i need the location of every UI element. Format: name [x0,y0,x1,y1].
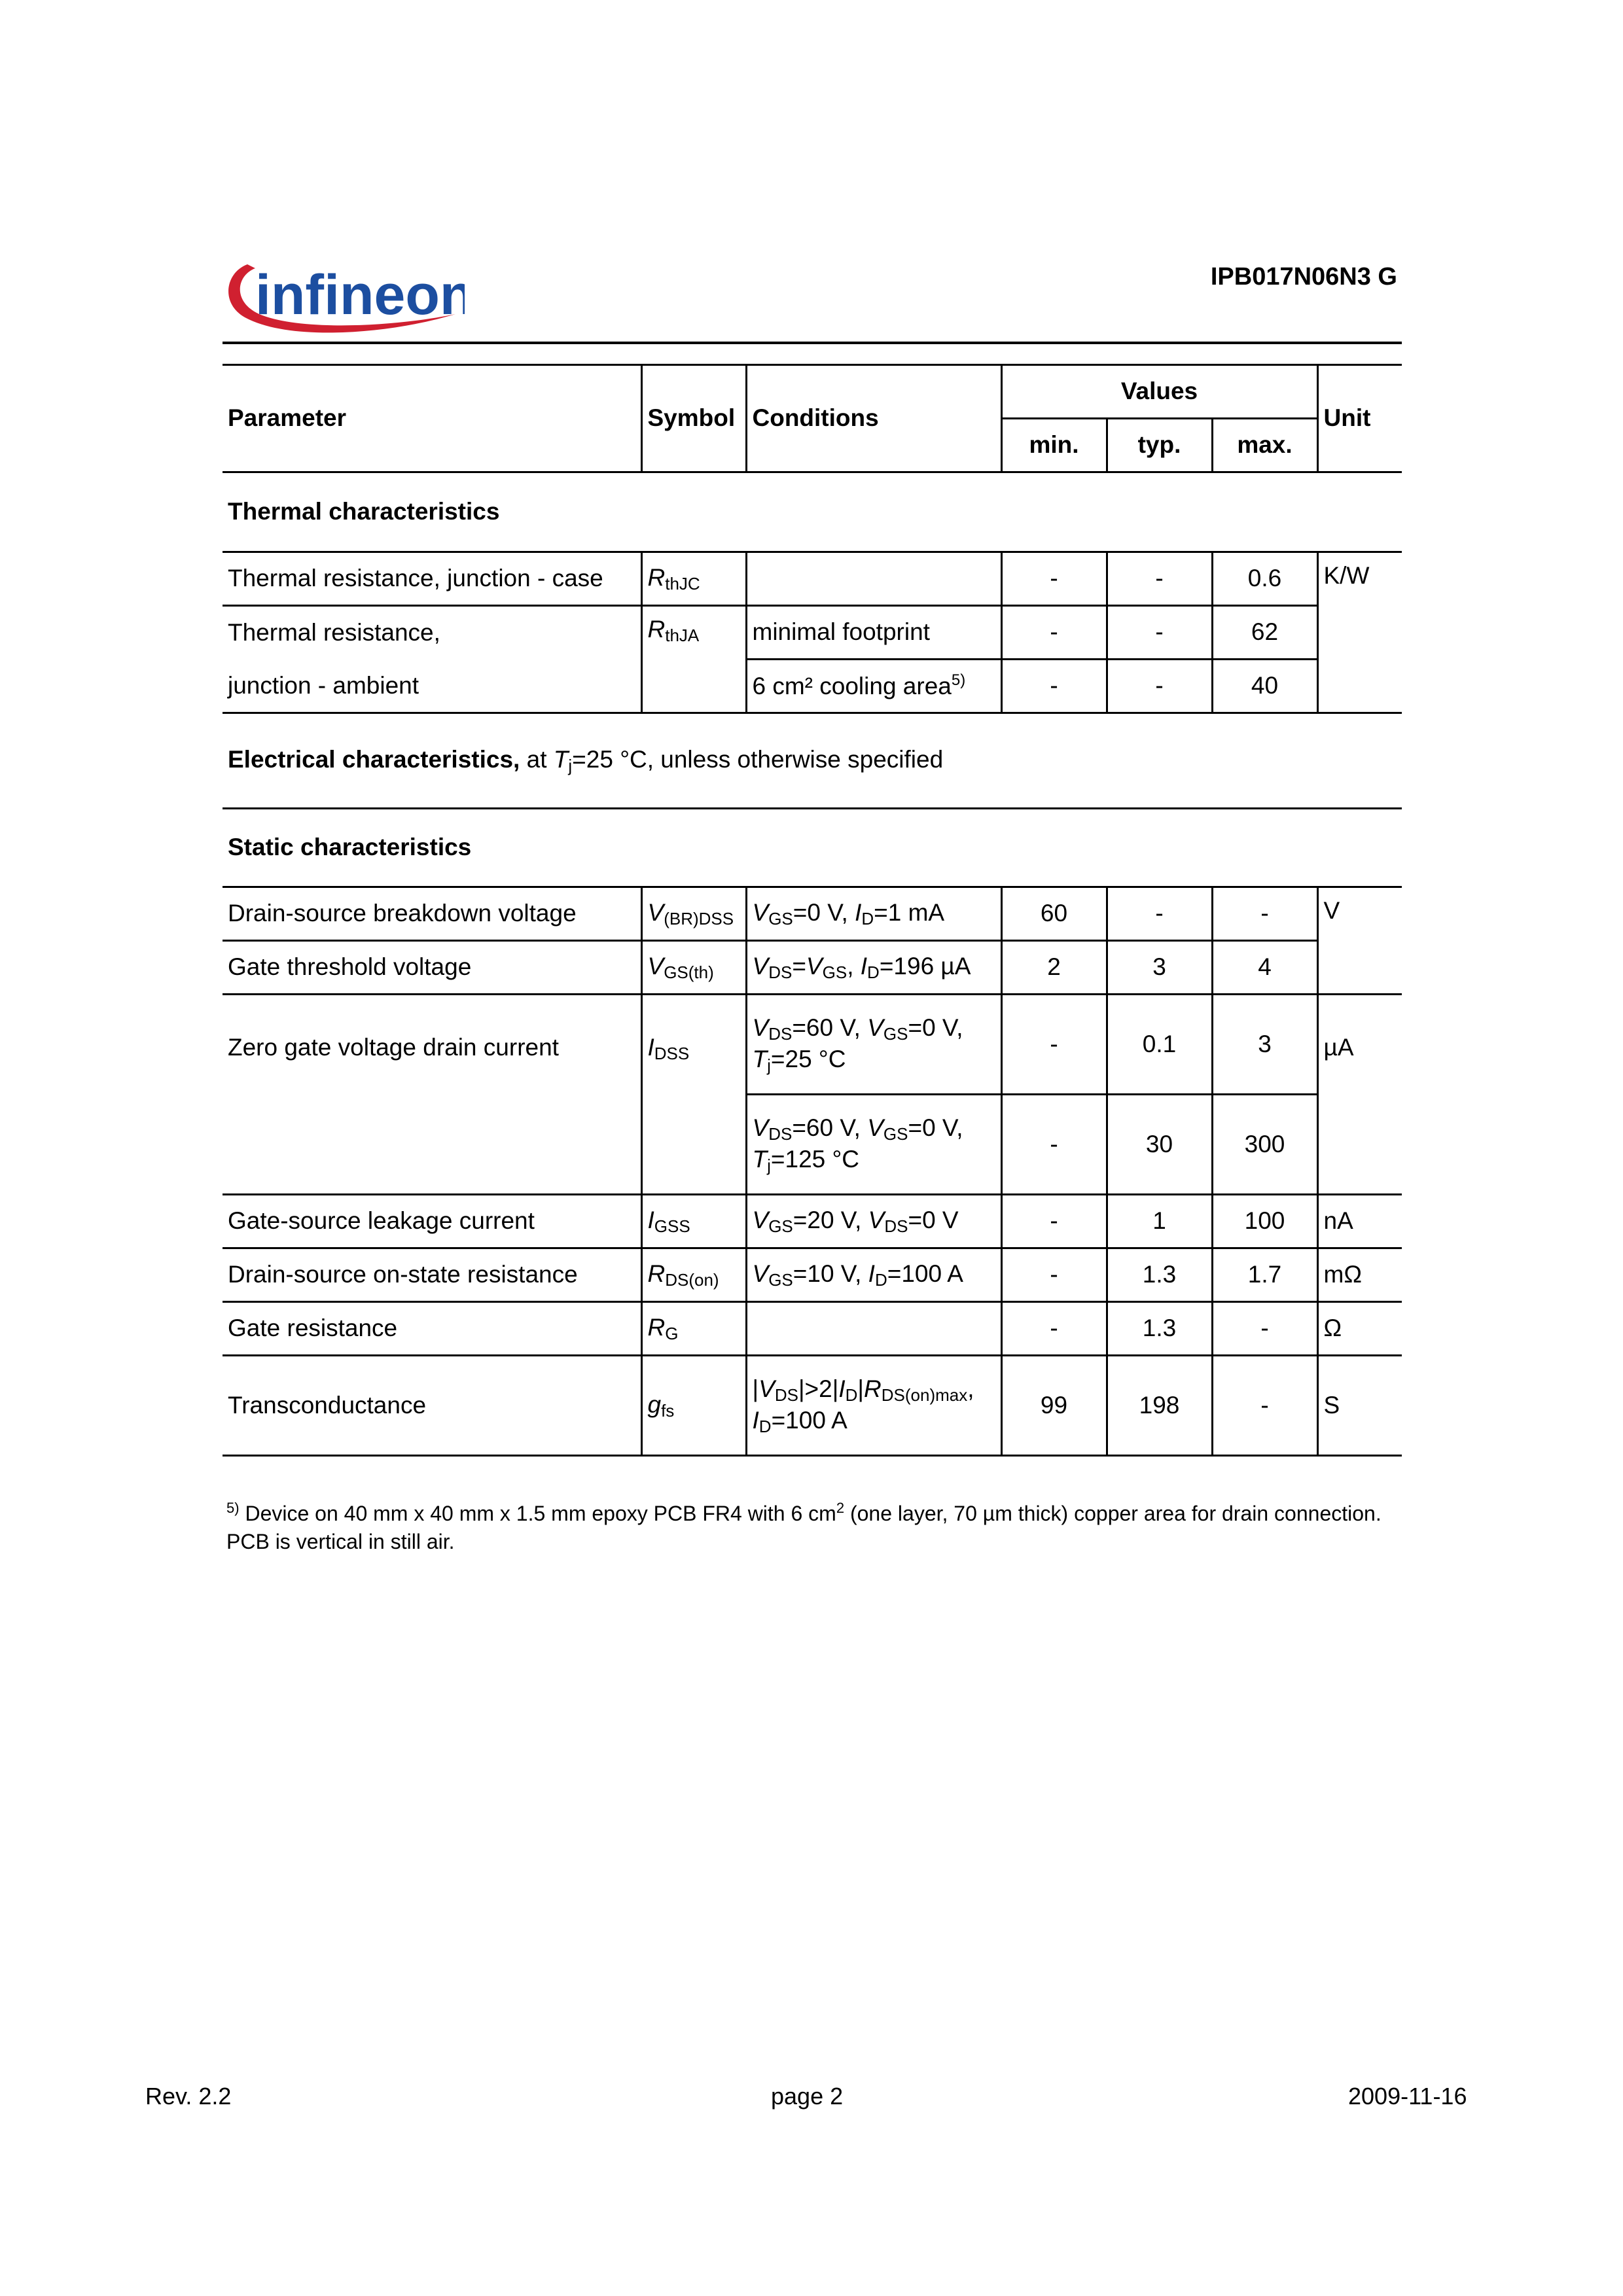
conditions-cell: 6 cm² cooling area$^{5)}$ [746,660,1001,713]
param-cell: Thermal resistance, junction - case [223,552,641,606]
conditions-cell: $|V_{DS}|>2|I_D|R_{DS(on)max}$, $I_D=100$ A [746,1356,1001,1456]
max-cell: 3 [1212,995,1317,1095]
symbol-cell: $R_{thJA}$ [641,606,746,713]
max-cell: - [1212,1302,1317,1356]
param-cell: Gate resistance [223,1302,641,1356]
unit-cell: Ω [1317,1302,1402,1356]
min-cell: 99 [1001,1356,1107,1456]
conditions-cell: $V_{GS}=20$ V, $V_{DS}=0$ V [746,1195,1001,1248]
col-typ: typ. [1107,419,1212,472]
max-cell: 100 [1212,1195,1317,1248]
unit-cell: mΩ [1317,1248,1402,1302]
unit-cell: S [1317,1356,1402,1456]
symbol-cell: $R_{DS(on)}$ [641,1248,746,1302]
max-cell: 4 [1212,941,1317,995]
min-cell: - [1001,1095,1107,1195]
max-cell: 300 [1212,1095,1317,1195]
table-row [223,1356,1402,1456]
typ-cell: - [1107,552,1212,606]
col-parameter: Parameter [223,365,641,472]
max-cell: 0.6 [1212,552,1317,606]
typ-cell: 3 [1107,941,1212,995]
param-cell: Drain-source on-state resistance [223,1248,641,1302]
min-cell: - [1001,1302,1107,1356]
typ-cell: 1.3 [1107,1248,1212,1302]
symbol-cell: $R_G$ [641,1302,746,1356]
param-cell: Drain-source breakdown voltage [223,887,641,941]
section-row [223,809,1402,887]
symbol-cell: $I_{DSS}$ [641,995,746,1195]
min-cell: - [1001,1248,1107,1302]
footnote: $^{5)}$ Device on 40 mm x 40 mm x 1.5 mm epoxy PCB FR4 with 6 $cm^2$ (one layer, 70 µm thick) copper area for drain connection. PCB is vertical in still air. [226,1500,1382,1553]
section-electrical: Electrical characteristics, at $T_j=25$ °C, unless otherwise specified [223,713,1402,809]
param-cell: junction - ambient [223,660,641,713]
col-max: max. [1212,419,1317,472]
logo-wordmark: infineon [255,264,465,327]
section-thermal: Thermal characteristics [223,472,1402,552]
min-cell: - [1001,1195,1107,1248]
param-cell: Gate threshold voltage [223,941,641,995]
max-cell: 62 [1212,606,1317,660]
symbol-cell: $V_{GS(th)}$ [641,941,746,995]
max-cell: 40 [1212,660,1317,713]
table-row [223,1302,1402,1356]
unit-cell: V [1317,887,1402,995]
symbol-cell: $R_{thJC}$ [641,552,746,606]
section-row [223,472,1402,552]
footer-date: 2009-11-16 [1348,2083,1467,2110]
typ-cell: - [1107,660,1212,713]
param-cell: Transconductance [223,1356,641,1456]
footer-revision: Rev. 2.2 [145,2083,232,2110]
symbol-cell: $V_{(BR)DSS}$ [641,887,746,941]
typ-cell: 1.3 [1107,1302,1212,1356]
min-cell: - [1001,660,1107,713]
part-number: IPB017N06N3 G [1210,263,1397,291]
col-min: min. [1001,419,1107,472]
typ-cell: - [1107,887,1212,941]
table-row [223,1195,1402,1248]
section-row [223,713,1402,809]
conditions-cell: $V_{DS}=60$ V, $V_{GS}=0$ V, $T_j=125$ °C [746,1095,1001,1195]
min-cell: 60 [1001,887,1107,941]
typ-cell: 198 [1107,1356,1212,1456]
min-cell: - [1001,552,1107,606]
table-row [223,1248,1402,1302]
footnote-ref: 5) [951,671,966,689]
conditions-cell: $V_{GS}=10$ V, $I_D=100$ A [746,1248,1001,1302]
unit-cell: nA [1317,1195,1402,1248]
param-cell: Zero gate voltage drain current [223,995,641,1195]
conditions-cell [746,1302,1001,1356]
unit-cell: µA [1317,995,1402,1195]
col-values: Values [1001,365,1317,419]
conditions-cell: $V_{GS}=0$ V, $I_D=1$ mA [746,887,1001,941]
unit-cell: K/W [1317,552,1402,713]
symbol-cell: $g_{fs}$ [641,1356,746,1456]
min-cell: 2 [1001,941,1107,995]
max-cell: - [1212,1356,1317,1456]
infineon-logo [221,250,465,338]
typ-cell: 1 [1107,1195,1212,1248]
table-row [223,660,1402,713]
conditions-cell: $V_{DS}=60$ V, $V_{GS}=0$ V, $T_j=25$ °C [746,995,1001,1095]
param-cell: Thermal resistance, [228,619,440,646]
max-cell: 1.7 [1212,1248,1317,1302]
col-symbol: Symbol [641,365,746,472]
table-row [223,995,1402,1095]
max-cell: - [1212,887,1317,941]
conditions-cell: minimal footprint [746,606,1001,660]
min-cell: - [1001,606,1107,660]
table-row [223,606,1402,660]
characteristics-table [223,364,1402,1457]
table-row [223,887,1402,941]
col-conditions: Conditions [746,365,1001,472]
col-unit: Unit [1317,365,1402,472]
footer-page: page 2 [771,2083,844,2110]
symbol-cell: $I_{GSS}$ [641,1195,746,1248]
typ-cell: 0.1 [1107,995,1212,1095]
table-header-row [223,365,1402,419]
min-cell: - [1001,995,1107,1095]
conditions-cell: $V_{DS}=V_{GS}$, $I_D=196$ µA [746,941,1001,995]
table-row [223,941,1402,995]
typ-cell: - [1107,606,1212,660]
table-row [223,552,1402,606]
param-cell: Gate-source leakage current [223,1195,641,1248]
header-rule [223,342,1402,344]
conditions-cell [746,552,1001,606]
section-static: Static characteristics [223,809,1402,887]
typ-cell: 30 [1107,1095,1212,1195]
